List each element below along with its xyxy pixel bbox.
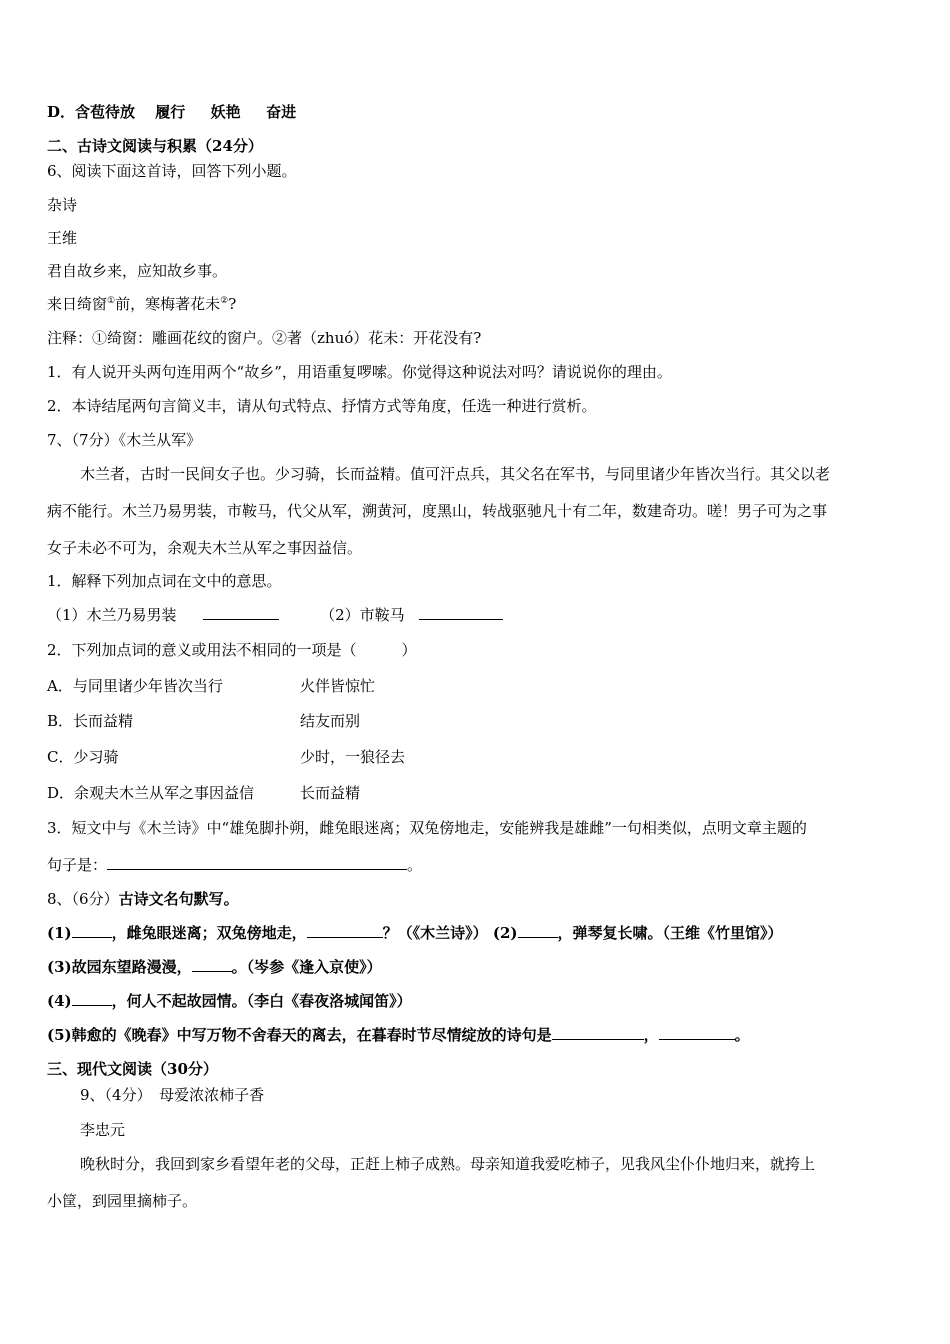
section-2-heading: 二、古诗文阅读与积累（24分） <box>47 137 263 155</box>
answer-blank <box>72 991 112 1006</box>
recitation-5-comma: ， <box>643 1026 659 1044</box>
recitation-4-label: (4) <box>47 992 72 1010</box>
answer-blank <box>419 605 503 620</box>
recitation-3-source: 。（岑参《逢入京使》） <box>231 958 382 976</box>
recitation-2-text: ，弹琴复长啸。（王维《竹里馆》） <box>557 924 783 942</box>
question-7-3: 3．短文中与《木兰诗》中“雄兔脚扑朔，雌兔眼迷离；双兔傍地走，安能辨我是雄雌”一句相类似，点明文章主题的 <box>47 819 807 837</box>
question-6-2: 2．本诗结尾两句言简义丰，请从句式特点、抒情方式等角度，任选一种进行赏析。 <box>47 397 597 415</box>
option-d-line: D．含苞待放 履行 妖艳 奋进 <box>47 103 297 121</box>
question-6-1: 1．有人说开头两句连用两个“故乡”，用语重复啰嗦。你觉得这种说法对吗？请说说你的理由。 <box>47 363 672 381</box>
footnote-mark-2: ② <box>220 296 229 306</box>
answer-blank <box>307 923 383 938</box>
question-8-heading <box>47 889 239 909</box>
recitation-5-text: (5)韩愈的《晚春》中写万物不舍春天的离去，在暮春时节尽情绽放的诗句是 <box>47 1026 552 1044</box>
option-d-right: 长而益精 <box>300 784 361 802</box>
question-8-number: 8、（6分） <box>47 890 119 908</box>
option-c-right: 少时，一狼径去 <box>300 748 406 766</box>
option-d-left: D．余观夫木兰从军之事因益信 <box>47 784 255 802</box>
recitation-3 <box>47 957 382 977</box>
answer-blank <box>192 957 232 972</box>
option-a-left: A．与同里诸少年皆次当行 <box>47 677 223 695</box>
option-a-right: 火伴皆惊忙 <box>300 677 376 695</box>
recitation-1-label: (1) <box>47 924 72 942</box>
passage-line-1: 木兰者，古时一民间女子也。少习骑，长而益精。值可汗点兵，其父名在军书，与同里诸少年皆次当行。其父以老 <box>80 465 831 483</box>
footnote-mark-1: ① <box>107 296 116 306</box>
question-7-1: 1．解释下列加点词在文中的意思。 <box>47 572 282 590</box>
question-7-3-answer <box>47 855 422 875</box>
answer-blank <box>107 855 407 870</box>
item-2-text: （2）市鞍马 <box>320 606 405 624</box>
question-8-title: 古诗文名句默写。 <box>118 890 239 908</box>
recitation-4-text: ，何人不起故园情。（李白《春夜洛城闻笛》） <box>111 992 412 1010</box>
question-7-heading: 7、（7分）《木兰从军》 <box>47 431 202 449</box>
answer-end: 。 <box>407 856 423 874</box>
answer-blank <box>203 605 279 620</box>
answer-blank <box>552 1025 644 1040</box>
recitation-5-end: 。 <box>734 1026 750 1044</box>
poem-line-2-part2: 前，寒梅著花未 <box>115 295 221 313</box>
question-7-2: 2．下列加点词的意义或用法不相同的一项是（ ） <box>47 641 417 659</box>
section-3-heading: 三、现代文阅读（30分） <box>47 1060 218 1078</box>
poem-title: 杂诗 <box>47 196 78 214</box>
recitation-5 <box>47 1025 750 1045</box>
passage-line-2: 病不能行。木兰乃易男装，市鞍马，代父从军，溯黄河，度黑山，转战驱驰凡十有二年，数建奇功。嗟！男子可为之事 <box>47 502 828 520</box>
recitation-4 <box>47 991 412 1011</box>
article-line-2: 小筐，到园里摘柿子。 <box>47 1192 198 1210</box>
poem-line-2 <box>47 294 236 314</box>
recitation-3-text: (3)故园东望路漫漫， <box>47 958 192 976</box>
recitation-1-text: ，雌兔眼迷离；双兔傍地走， <box>111 924 307 942</box>
option-c-left: C．少习骑 <box>47 748 119 766</box>
question-6-prompt: 6、阅读下面这首诗，回答下列小题。 <box>47 162 297 180</box>
answer-label: 句子是： <box>47 856 108 874</box>
passage-line-3: 女子未必不可为，余观夫木兰从军之事因益信。 <box>47 539 363 557</box>
question-7-1-items <box>47 605 503 625</box>
recitation-2-label: ？（《木兰诗》） (2) <box>382 924 518 942</box>
answer-blank <box>72 923 112 938</box>
poem-notes: 注释：①绮窗：雕画花纹的窗户。②著（zhuó）花未：开花没有? <box>47 329 482 347</box>
article-author: 李忠元 <box>80 1121 126 1139</box>
option-b-right: 结友而别 <box>300 712 361 730</box>
answer-blank <box>518 923 558 938</box>
poem-line-2-end: ? <box>228 295 237 313</box>
article-line-1: 晚秋时分，我回到家乡看望年老的父母，正赶上柿子成熟。母亲知道我爱吃柿子，见我风尘仆仆地归来，就挎上 <box>80 1155 816 1173</box>
poem-line-2-part1: 来日绮窗 <box>47 295 108 313</box>
question-9-heading: 9、（4分） 母爱浓浓柿子香 <box>80 1086 265 1104</box>
item-1-text: （1）木兰乃易男装 <box>47 606 177 624</box>
answer-blank <box>659 1025 735 1040</box>
option-b-left: B．长而益精 <box>47 712 134 730</box>
poem-author: 王维 <box>47 229 78 247</box>
poem-line-1: 君自故乡来，应知故乡事。 <box>47 262 228 280</box>
recitation-1-2 <box>47 923 783 943</box>
